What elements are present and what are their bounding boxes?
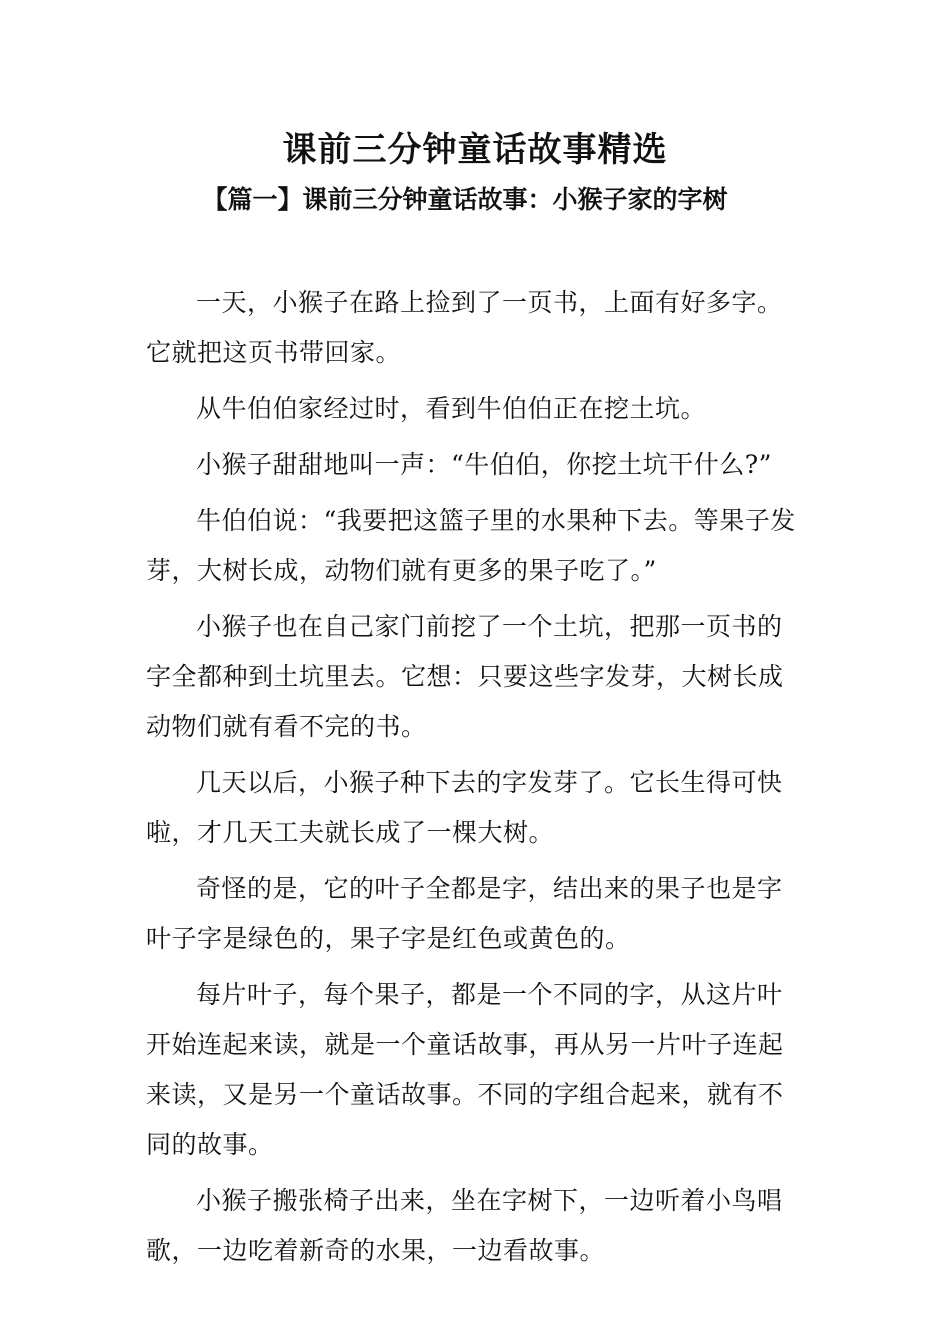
paragraph-7: 奇怪的是，它的叶子全都是字，结出来的果子也是字叶子字是绿色的，果子字是红色或黄色的。 — [146, 874, 783, 953]
page-title: 课前三分钟童话故事精选 — [282, 130, 668, 170]
story-body — [146, 278, 806, 1282]
paragraph-4: 牛伯伯说：“我要把这篮子里的水果种下去。等果子发芽，大树长成，动物们就有更多的果子吃了。” — [146, 506, 796, 585]
paragraph-8: 每片叶子，每个果子，都是一个不同的字，从这片叶开始连起来读，就是一个童话故事，再从另一片叶子连起来读，又是另一个童话故事。不同的字组合起来，就有不同的故事。 — [146, 980, 784, 1159]
paragraph-5: 小猴子也在自己家门前挖了一个土坑，把那一页书的字全都种到土坑里去。它想：只要这些字发芽，大树长成动物们就有看不完的书。 — [146, 612, 784, 741]
paragraph-6: 几天以后，小猴子种下去的字发芽了。它长生得可快啦，才几天工夫就长成了一棵大树。 — [146, 768, 783, 847]
paragraph-1: 一天，小猴子在路上捡到了一页书，上面有好多字。它就把这页书带回家。 — [146, 288, 783, 367]
paragraph-9: 小猴子搬张椅子出来，坐在字树下，一边听着小鸟唱歌，一边吃着新奇的水果，一边看故事。 — [146, 1186, 783, 1265]
paragraph-3: 小猴子甜甜地叫一声：“牛伯伯，你挖土坑干什么?” — [196, 450, 772, 479]
paragraph-2: 从牛伯伯家经过时，看到牛伯伯正在挖土坑。 — [196, 394, 707, 423]
section-heading: 【篇一】课前三分钟童话故事：小猴子家的字树 — [202, 185, 728, 214]
